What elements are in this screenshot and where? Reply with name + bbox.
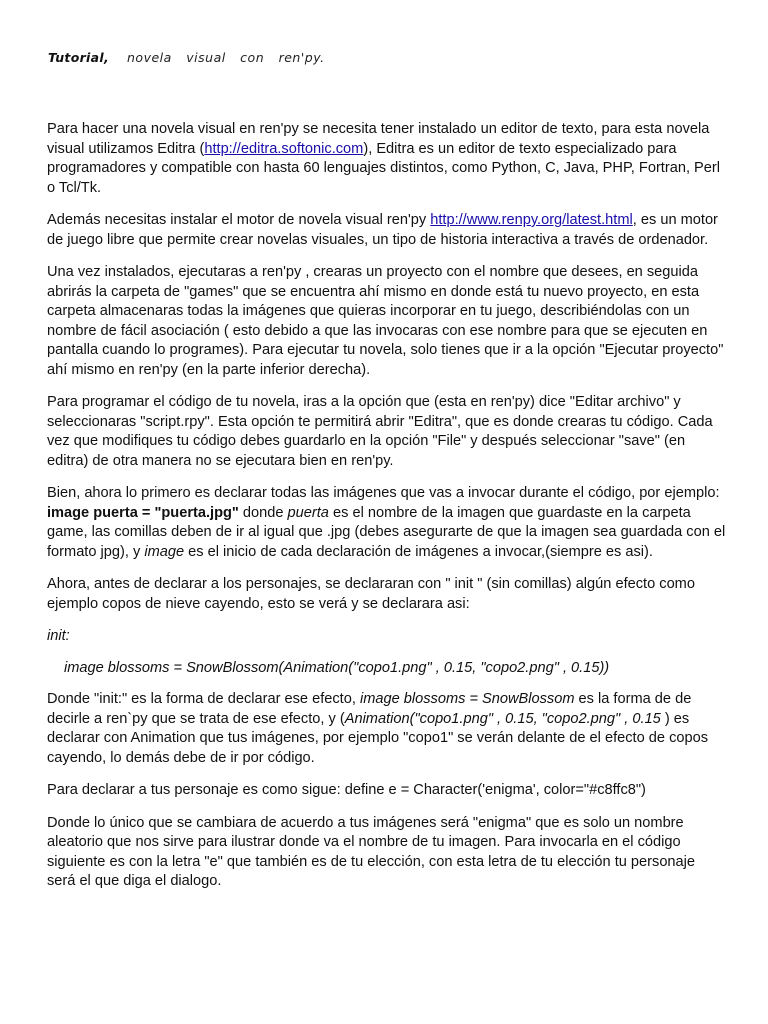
paragraph-programming: Para programar el código de tu novela, iras a la opción que (esta en ren'py) dice "Editar archivo" y seleccionaras "script.rpy". Esta opción te permitirá abrir "Editra", que es donde crearas tu código. Cada vez que modifiques tu código debes guardarlo en la opción "File" y después seleccionar "save" (en editra) de otra manera no se ejecutara bien en ren'py. bbox=[47, 394, 713, 469]
code-init bbox=[47, 627, 727, 647]
paragraph-text: donde bbox=[238, 504, 288, 521]
paragraph-text: es el nombre de la imagen que guardaste en la carpeta game, las comillas deben de ir al igual que .jpg (debes asegurarte de que la imagen sea guardada con el formato jpg), y bbox=[47, 504, 726, 560]
paragraph-character-explanation: Donde lo único que se cambiara de acuerdo a tus imágenes será "enigma" que es solo un nombre aleatorio que nos sirve para ilustrar donde va el nombre de tu imagen. Para invocarla en el código siguiente es con la letra "e" que también es de tu elección, con esta letra de tu elección tu personaje será el que diga el dialogo. bbox=[47, 814, 696, 889]
paragraph-declare-images bbox=[47, 484, 727, 562]
code-example-bold: image puerta = "puerta.jpg" bbox=[47, 504, 239, 521]
italic-term: image blossoms = SnowBlossom bbox=[359, 691, 575, 707]
paragraph-init-effect: Ahora, antes de declarar a los personajes, se declararan con " init " (sin comillas) algún efecto como ejemplo copos de nieve cayendo, esto se verá y se declarara asi: bbox=[47, 576, 695, 612]
paragraph-define-character: Para declarar a tus personaje es como sigue: define e = Character('enigma', color="#c8ffc8") bbox=[47, 782, 646, 798]
paragraph-text: Donde "init:" es la forma de declarar ese efecto, bbox=[47, 691, 360, 707]
code-text: image blossoms = SnowBlossom(Animation("copo1.png" , 0.15, "copo2.png" , 0.15)) bbox=[64, 659, 610, 676]
document-title bbox=[48, 50, 325, 65]
document-body bbox=[47, 120, 727, 905]
paragraph-project-setup: Una vez instalados, ejecutaras a ren'py , crearas un proyecto con el nombre que desees, en seguida abrirás la carpeta de "games" que se encuentra ahí mismo en donde está tu nuevo proyecto, en esta carpeta almacenaras todas la imágenes que quieras incorporar en tu juego, describiéndolas con un nombre de fácil asociación ( esto debido a que las invocaras con ese nombre para que se ejecuten en pantalla cuando lo programes). Para ejecutar tu novela, solo tienes que ir a la opción "Ejecutar proyecto" ahí mismo en ren'py (en la parte inferior derecha). bbox=[47, 264, 724, 378]
italic-term: image bbox=[144, 543, 185, 560]
paragraph-text: es el inicio de cada declaración de imágenes a invocar,(siempre es asi). bbox=[184, 543, 653, 560]
italic-term: Animation("copo1.png" , 0.15, "copo2.png" , 0.15 bbox=[344, 710, 661, 727]
paragraph-text: ), Editra es un editor de texto especializado para programadores y compatible con hasta 60 lenguajes distintos, como Python, C, Java, PHP, Fortran, Perl o Tcl/Tk. bbox=[47, 140, 721, 196]
paragraph-renpy-install bbox=[47, 211, 727, 250]
renpy-link[interactable]: http://www.renpy.org/latest.html bbox=[430, 212, 633, 228]
paragraph-text: es la forma de de decirle a ren`py que se trata de ese efecto, y ( bbox=[47, 691, 692, 727]
paragraph-text: , es un motor de juego libre que permite crear novelas visuales, un tipo de historia interactiva a través de ordenador. bbox=[47, 212, 718, 248]
code-text: init: bbox=[47, 628, 70, 644]
code-blossoms bbox=[64, 659, 727, 679]
paragraph-text: ) es declarar con Animation que tus imágenes, por ejemplo "copo1" se verán delante de el efecto de copos cayendo, lo demás debe de ir por código. bbox=[47, 710, 709, 766]
paragraph-text: Bien, ahora lo primero es declarar todas las imágenes que vas a invocar durante el código, por ejemplo: bbox=[47, 485, 720, 501]
paragraph-intro-editra bbox=[47, 120, 727, 198]
title-bold: Tutorial, bbox=[48, 50, 109, 65]
paragraph-text: Para hacer una novela visual en ren'py se necesita tener instalado un editor de texto, para esta novela visual utilizamos Editra ( bbox=[47, 121, 710, 157]
title-rest: novela visual con ren'py. bbox=[127, 50, 325, 65]
editra-link[interactable]: http://editra.softonic.com bbox=[204, 140, 364, 157]
italic-term: puerta bbox=[287, 504, 329, 521]
paragraph-text: Además necesitas instalar el motor de novela visual ren'py bbox=[47, 212, 431, 228]
paragraph-effect-explanation bbox=[47, 690, 727, 768]
